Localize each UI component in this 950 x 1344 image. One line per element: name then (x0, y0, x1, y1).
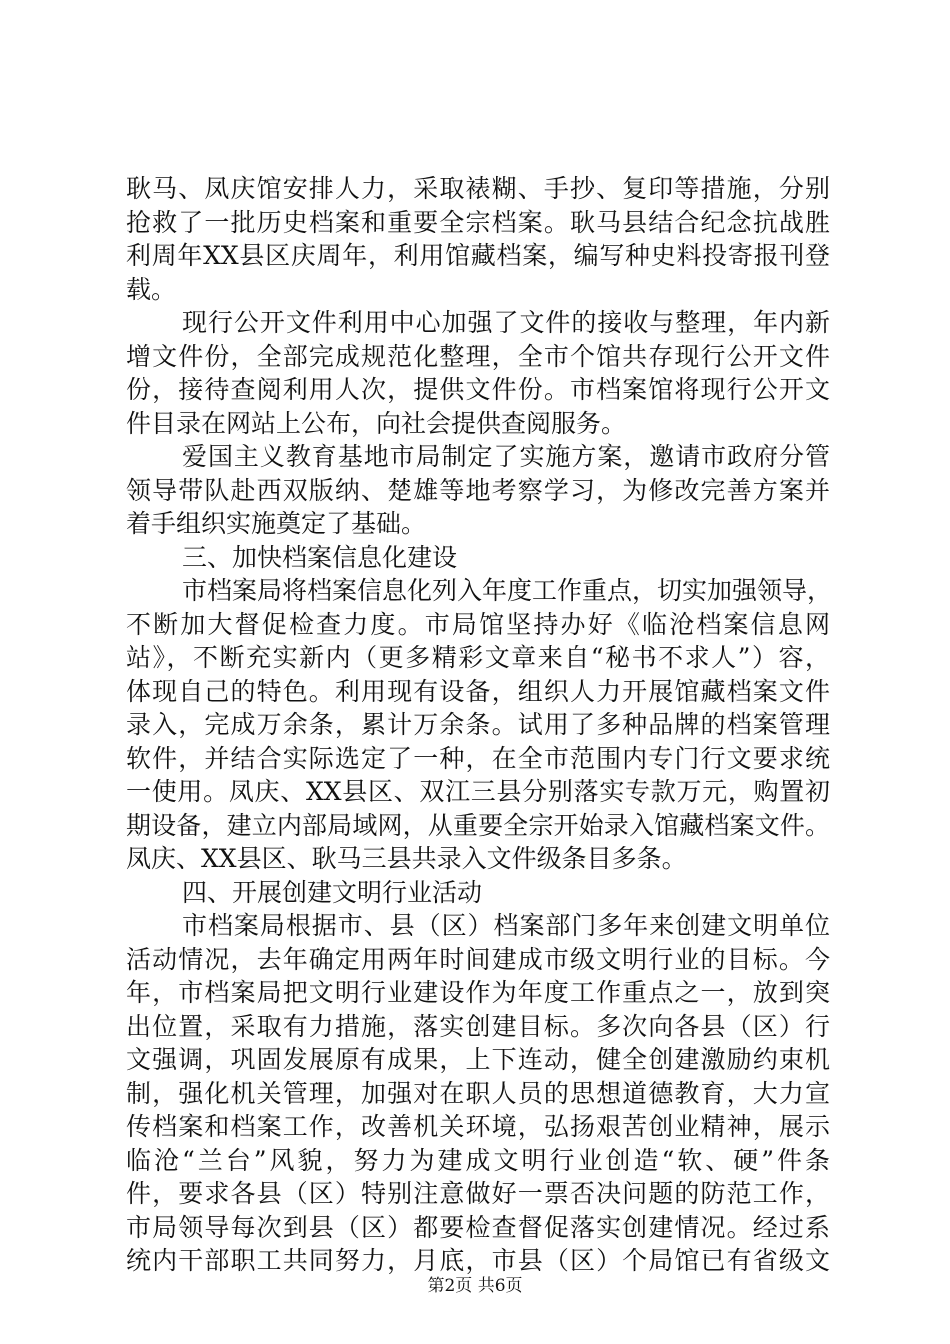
text-line: 耿马、凤庆馆安排人力，采取裱糊、手抄、复印等措施，分别 (126, 174, 830, 203)
text-line: 现行公开文件利用中心加强了文件的接收与整理，年内新 (182, 308, 830, 337)
text-line: 体现自己的特色。利用现有设备，组织人力开展馆藏档案文件 (126, 676, 830, 706)
text-line: 四、开展创建文明行业活动 (182, 877, 483, 907)
text-line: 件，要求各县（区）特别注意做好一票否决问题的防范工作， (126, 1179, 830, 1208)
text-line: 凤庆、XX县区、耿马三县共录入文件级条目多条。 (126, 844, 687, 873)
text-line: 三、加快档案信息化建设 (182, 542, 458, 572)
text-line: 传档案和档案工作，改善机关环境，弘扬艰苦创业精神，展示 (126, 1112, 830, 1141)
text-line: 市局领导每次到县（区）都要检查督促落实创建情况。经过系 (126, 1212, 830, 1242)
text-line: 市档案局根据市、县（区）档案部门多年来创建文明单位 (182, 911, 830, 940)
text-line: 制，强化机关管理，加强对在职人员的思想道德教育，大力宣 (126, 1078, 830, 1108)
text-line: 件目录在网站上公布，向社会提供查阅服务。 (126, 408, 627, 438)
text-line: 临沧“兰台”风貌，努力为建成文明行业创造“软、硬”件条 (126, 1145, 830, 1175)
text-line: 活动情况，去年确定用两年时间建成市级文明行业的目标。今 (126, 944, 830, 974)
text-line: 市档案局将档案信息化列入年度工作重点，切实加强领导， (182, 576, 833, 605)
text-line: 录入，完成万余条，累计万余条。试用了多种品牌的档案管理 (126, 710, 830, 739)
text-line: 载。 (126, 274, 177, 304)
text-line: 抢救了一批历史档案和重要全宗档案。耿马县结合纪念抗战胜 (126, 207, 830, 237)
text-line: 期设备，建立内部局域网，从重要全宗开始录入馆藏档案文件。 (126, 810, 830, 840)
document-body (126, 172, 833, 1278)
text-line: 软件，并结合实际选定了一种，在全市范围内专门行文要求统 (126, 743, 830, 773)
text-line: 出位置，采取有力措施，落实创建目标。多次向各县（区）行 (126, 1011, 830, 1041)
text-line: 利周年XX县区庆周年，利用馆藏档案，编写种史料投寄报刊登 (126, 241, 830, 270)
page-footer: 第2页 共6页 (427, 1276, 523, 1296)
text-line: 着手组织实施奠定了基础。 (126, 509, 427, 538)
text-line: 文强调，巩固发展原有成果，上下连动，健全创建激励约束机 (126, 1045, 830, 1074)
text-line: 增文件份，全部完成规范化整理，全市个馆共存现行公开文件 (126, 341, 830, 371)
text-line: 不断加大督促检查力度。市局馆坚持办好《临沧档案信息网 (126, 609, 830, 639)
text-line: 份，接待查阅利用人次，提供文件份。市档案馆将现行公开文 (126, 375, 830, 404)
text-line: 一使用。凤庆、XX县区、双江三县分别落实专款万元，购置初 (126, 777, 830, 806)
text-line: 统内干部职工共同努力，月底，市县（区）个局馆已有省级文 (126, 1246, 830, 1275)
text-line: 爱国主义教育基地市局制定了实施方案，邀请市政府分管 (182, 442, 830, 471)
text-line: 站》，不断充实新内（更多精彩文章来自“秘书不求人”）容， (126, 643, 830, 672)
text-line: 年，市档案局把文明行业建设作为年度工作重点之一，放到突 (126, 978, 830, 1007)
text-line: 领导带队赴西双版纳、楚雄等地考察学习，为修改完善方案并 (126, 475, 830, 505)
